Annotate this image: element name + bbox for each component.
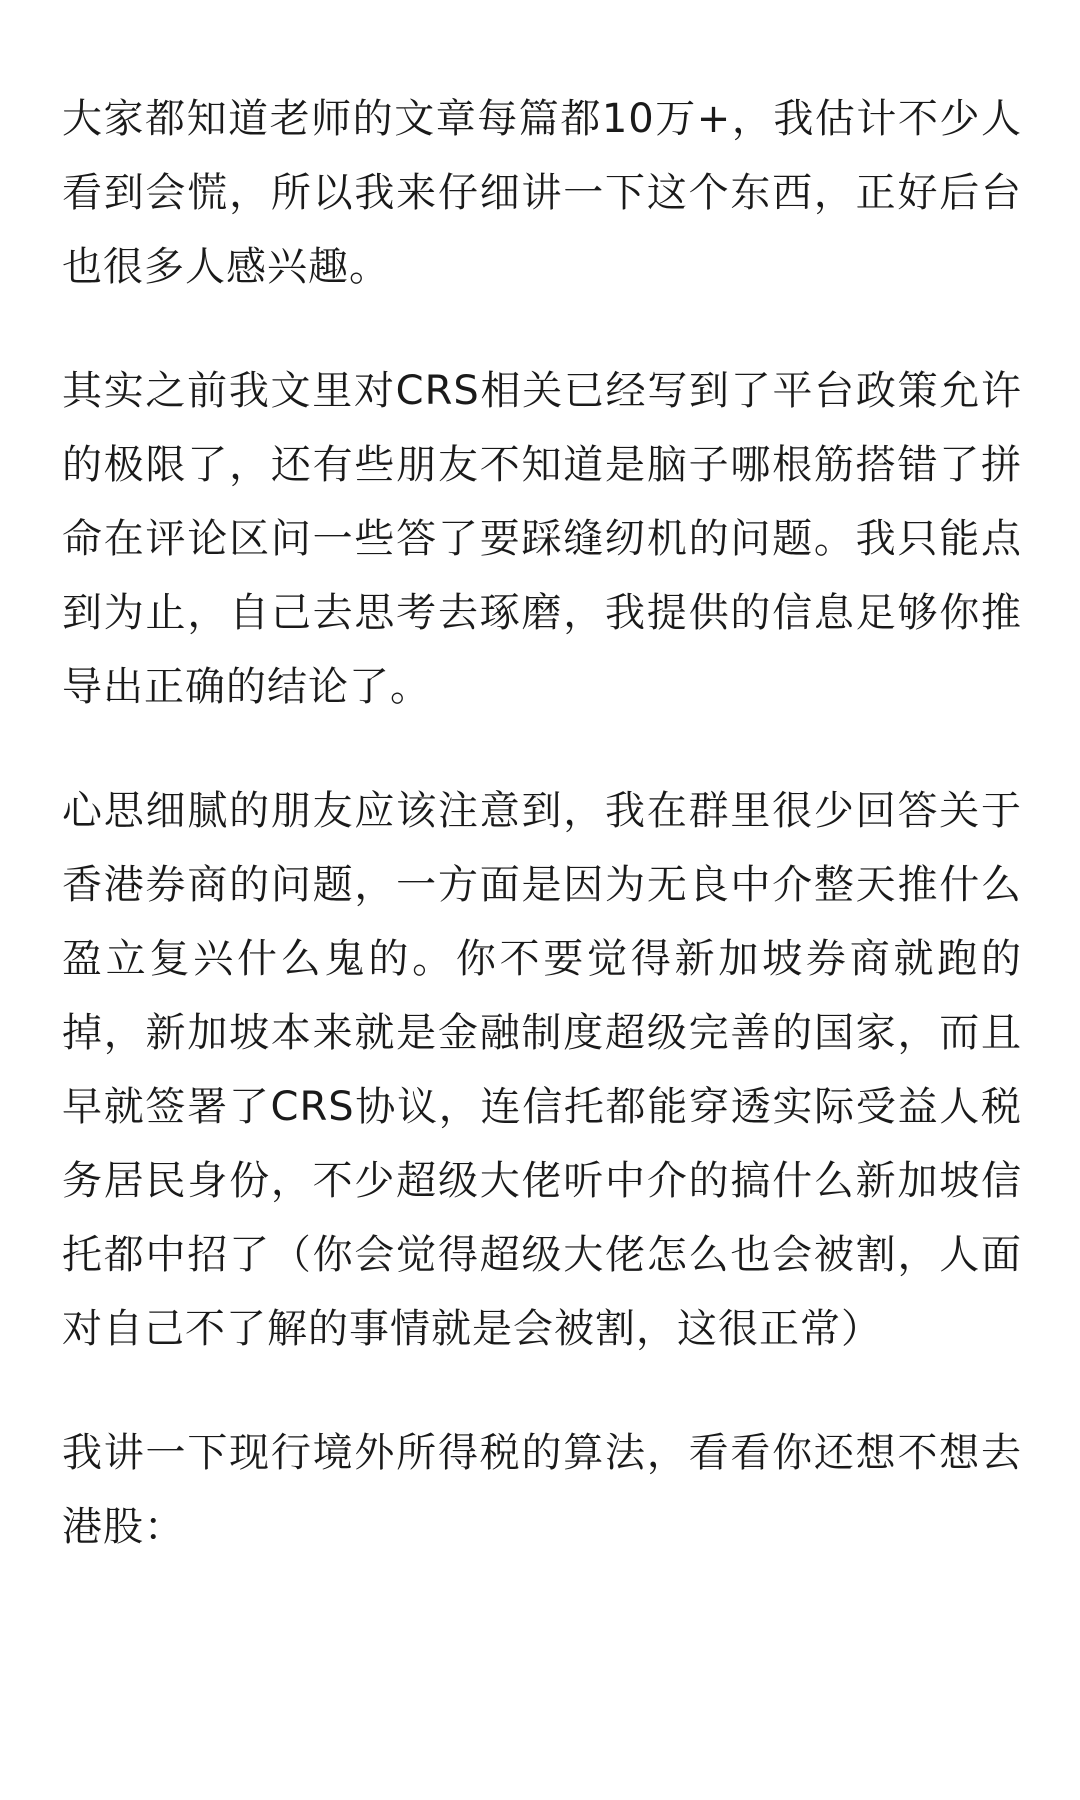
paragraph-4: 我讲一下现行境外所得税的算法，看看你还想不想去港股： xyxy=(62,1430,1022,1550)
paragraph-3: 心思细腻的朋友应该注意到，我在群里很少回答关于香港券商的问题，一方面是因为无良中介整天推什么盈立复兴什么鬼的。你不要觉得新加坡券商就跑的掉，新加坡本来就是金融制度超级完善的国家，而且早就签署了CRS协议，连信托都能穿透实际受益人税务居民身份，不少超级大佬听中介的搞什么新加坡信托都中招了（你会觉得超级大佬怎么也会被割，人面对自己不了解的事情就是会被割，这很正常） xyxy=(62,788,1022,1352)
paragraph-1: 大家都知道老师的文章每篇都10万+，我估计不少人看到会慌，所以我来仔细讲一下这个东西，正好后台也很多人感兴趣。 xyxy=(62,96,1022,290)
paragraph-2: 其实之前我文里对CRS相关已经写到了平台政策允许的极限了，还有些朋友不知道是脑子哪根筋搭错了拼命在评论区问一些答了要踩缝纫机的问题。我只能点到为止，自己去思考去琢磨，我提供的信息足够你推导出正确的结论了。 xyxy=(62,368,1022,710)
article-body xyxy=(62,82,1022,1614)
